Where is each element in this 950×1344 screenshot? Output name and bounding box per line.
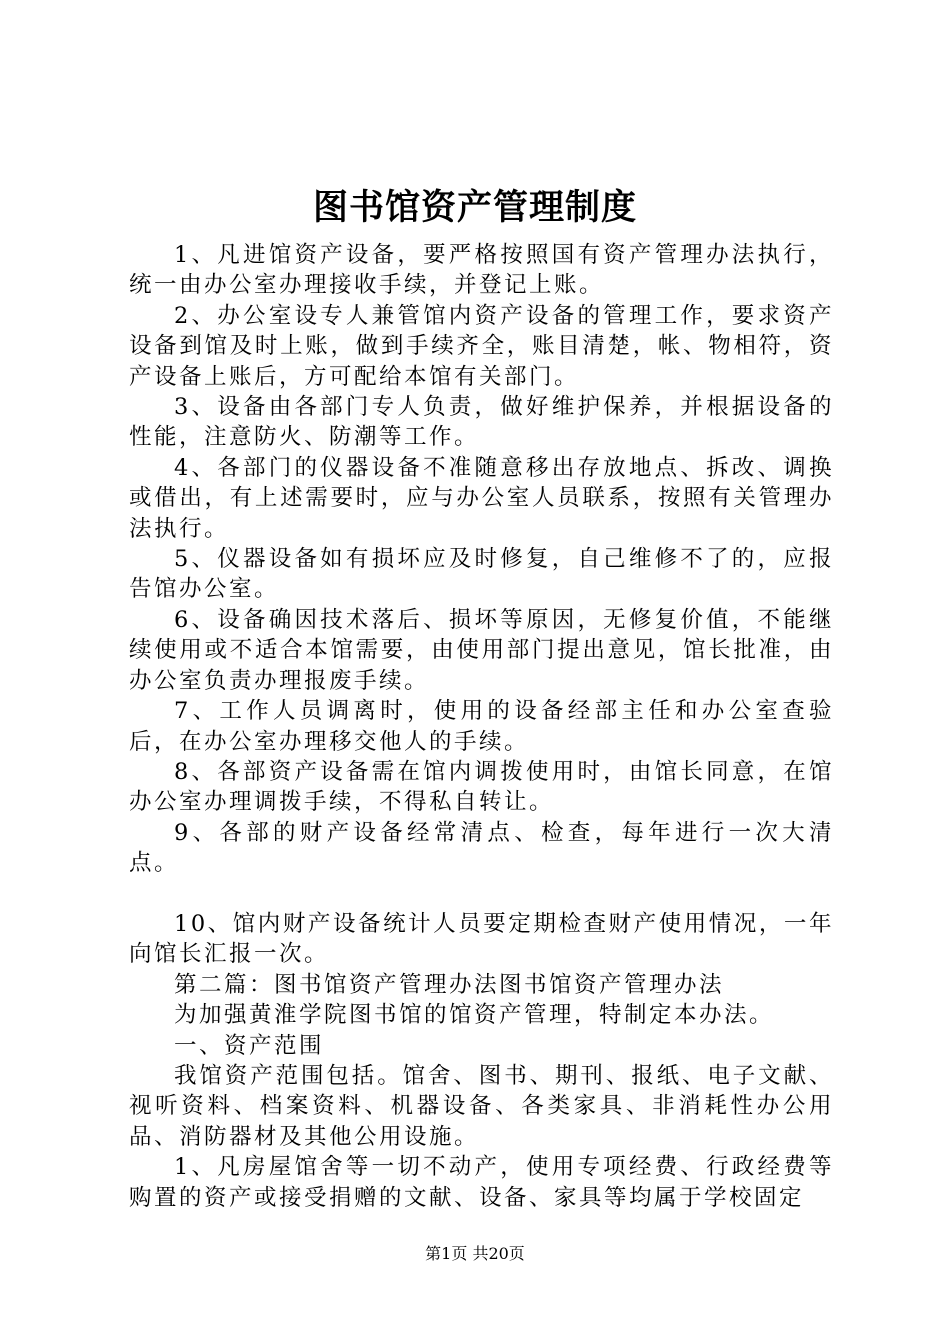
paragraph: 3、设备由各部门专人负责，做好维护保养，并根据设备的性能，注意防火、防潮等工作。 xyxy=(129,394,834,451)
paragraph: 9、各部的财产设备经常清点、检查，每年进行一次大清点。 xyxy=(129,819,834,877)
blank-line xyxy=(129,879,834,909)
paragraph: 7、工作人员调离时，使用的设备经部主任和办公室查验后，在办公室办理移交他人的手续。 xyxy=(129,698,834,755)
paragraph: 1、凡房屋馆舍等一切不动产，使用专项经费、行政经费等购置的资产或接受捐赠的文献、设备、家具等均属于学校固定 xyxy=(129,1154,834,1211)
paragraph: 为加强黄淮学院图书馆的馆资产管理，特制定本办法。 xyxy=(174,1002,775,1029)
paragraph: 我馆资产范围包括。馆舍、图书、期刊、报纸、电子文献、视听资料、档案资料、机器设备、各类家具、非消耗性办公用品、消防器材及其他公用设施。 xyxy=(129,1062,834,1150)
paragraph: 5、仪器设备如有损坏应及时修复，自己维修不了的，应报告馆办公室。 xyxy=(129,546,834,603)
section-heading: 第二篇：图书馆资产管理办法图书馆资产管理办法 xyxy=(174,971,725,998)
page-footer: 第1页 共20页 xyxy=(425,1244,525,1263)
section-heading: 一、资产范围 xyxy=(174,1032,325,1059)
paragraph: 6、设备确因技术落后、损坏等原因，无修复价值，不能继续使用或不适合本馆需要，由使用部门提出意见，馆长批准，由办公室负责办理报废手续。 xyxy=(129,606,834,694)
paragraph: 10、馆内财产设备统计人员要定期检查财产使用情况，一年向馆长汇报一次。 xyxy=(129,910,834,968)
document-body xyxy=(129,240,834,1213)
document-title: 图书馆资产管理制度 xyxy=(312,188,637,228)
paragraph: 8、各部资产设备需在馆内调拨使用时，由馆长同意，在馆办公室办理调拨手续，不得私自转让。 xyxy=(129,758,834,816)
paragraph: 4、各部门的仪器设备不准随意移出存放地点、拆改、调换或借出，有上述需要时，应与办公室人员联系，按照有关管理办法执行。 xyxy=(129,454,834,542)
paragraph: 2、办公室设专人兼管馆内资产设备的管理工作，要求资产设备到馆及时上账，做到手续齐全，账目清楚，帐、物相符，资产设备上账后，方可配给本馆有关部门。 xyxy=(129,302,834,390)
paragraph: 1、凡进馆资产设备，要严格按照国有资产管理办法执行，统一由办公室办理接收手续，并登记上账。 xyxy=(129,242,834,299)
